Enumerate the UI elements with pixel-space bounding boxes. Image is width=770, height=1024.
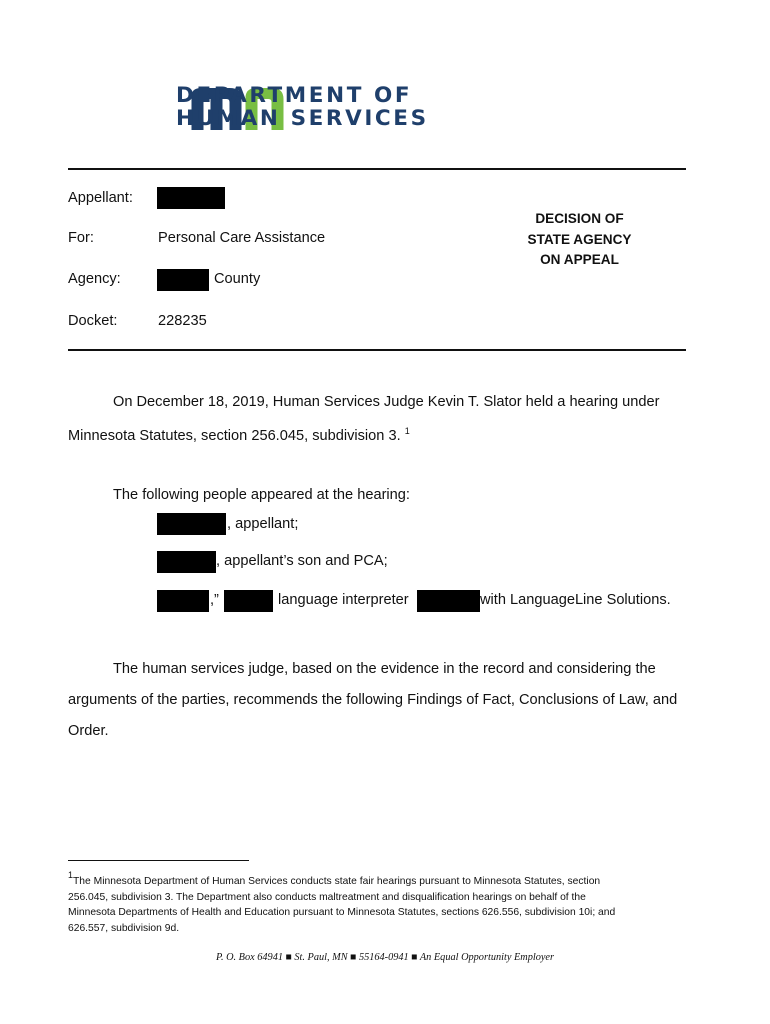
bottom-rule <box>68 349 686 351</box>
department-name <box>176 84 429 130</box>
docket-label: Docket: <box>68 313 118 329</box>
redaction-appearance-3-interpreter <box>417 590 480 612</box>
footnote-line-3: Minnesota Departments of Health and Education pursuant to Minnesota Statutes, sections 626.556, subdivision 10i; and <box>68 907 616 918</box>
logo-line-2: HUMAN SERVICES <box>176 106 429 131</box>
paragraph-1-line-2 <box>68 426 698 444</box>
redaction-county-name <box>157 269 209 291</box>
footnote-line-2: 256.045, subdivision 3. The Department also conducts maltreatment and disqualification hearings on behalf of the <box>68 891 586 903</box>
footnote-line-4: 626.557, subdivision 9d. <box>68 922 180 934</box>
decision-line-2: STATE AGENCY <box>527 231 632 247</box>
decision-line-1: DECISION OF <box>535 211 624 226</box>
redaction-appearance-3-name <box>157 590 209 612</box>
page-footer-address: P. O. Box 64941 ■ St. Paul, MN ■ 55164-0941 ■ An Equal Opportunity Employer <box>215 952 555 963</box>
docket-number: 228235 <box>158 313 207 329</box>
agency-label: Agency: <box>68 271 121 287</box>
appeared-intro: The following people appeared at the hearing: <box>113 487 410 503</box>
decision-line-3: ON APPEAL <box>540 252 619 267</box>
appearance-3-company: with LanguageLine Solutions. <box>480 592 671 608</box>
paragraph-1-line-2-text: Minnesota Statutes, section 256.045, subdivision 3. <box>68 428 401 444</box>
redaction-appearance-2 <box>157 551 216 573</box>
agency-county: County <box>214 271 261 287</box>
paragraph-3-line-2: arguments of the parties, recommends the following Findings of Fact, Conclusions of Law, and <box>68 692 678 708</box>
paragraph-3-line-1: The human services judge, based on the evidence in the record and considering the <box>113 661 656 677</box>
footnote-text-1: The Minnesota Department of Human Services conducts state fair hearings pursuant to Minnesota Statutes, section <box>73 876 601 887</box>
footnote <box>68 868 708 936</box>
footnote-number: 1 <box>68 870 74 880</box>
paragraph-1-line-1: On December 18, 2019, Human Services Judge Kevin T. Slator held a hearing under <box>113 394 660 410</box>
appearance-3-role: language interpreter <box>278 592 409 608</box>
redaction-appearance-1 <box>157 513 226 535</box>
appearance-2-role: , appellant’s son and PCA; <box>216 553 388 569</box>
top-rule <box>68 168 686 170</box>
appellant-label: Appellant: <box>68 190 133 206</box>
redaction-appearance-3-language <box>224 590 273 612</box>
appearance-1-role: , appellant; <box>227 516 299 532</box>
appearance-3-quote: ,” <box>210 592 219 608</box>
footnote-reference: 1 <box>404 426 410 436</box>
for-label: For: <box>68 230 94 246</box>
redaction-appellant-name <box>157 187 225 209</box>
for-value: Personal Care Assistance <box>158 230 326 246</box>
footnote-line-1 <box>68 868 708 890</box>
paragraph-3-line-3: Order. <box>68 723 109 739</box>
logo-line-1: DEPARTMENT OF <box>176 83 413 108</box>
footnote-separator <box>68 860 249 861</box>
decision-title <box>502 209 657 271</box>
